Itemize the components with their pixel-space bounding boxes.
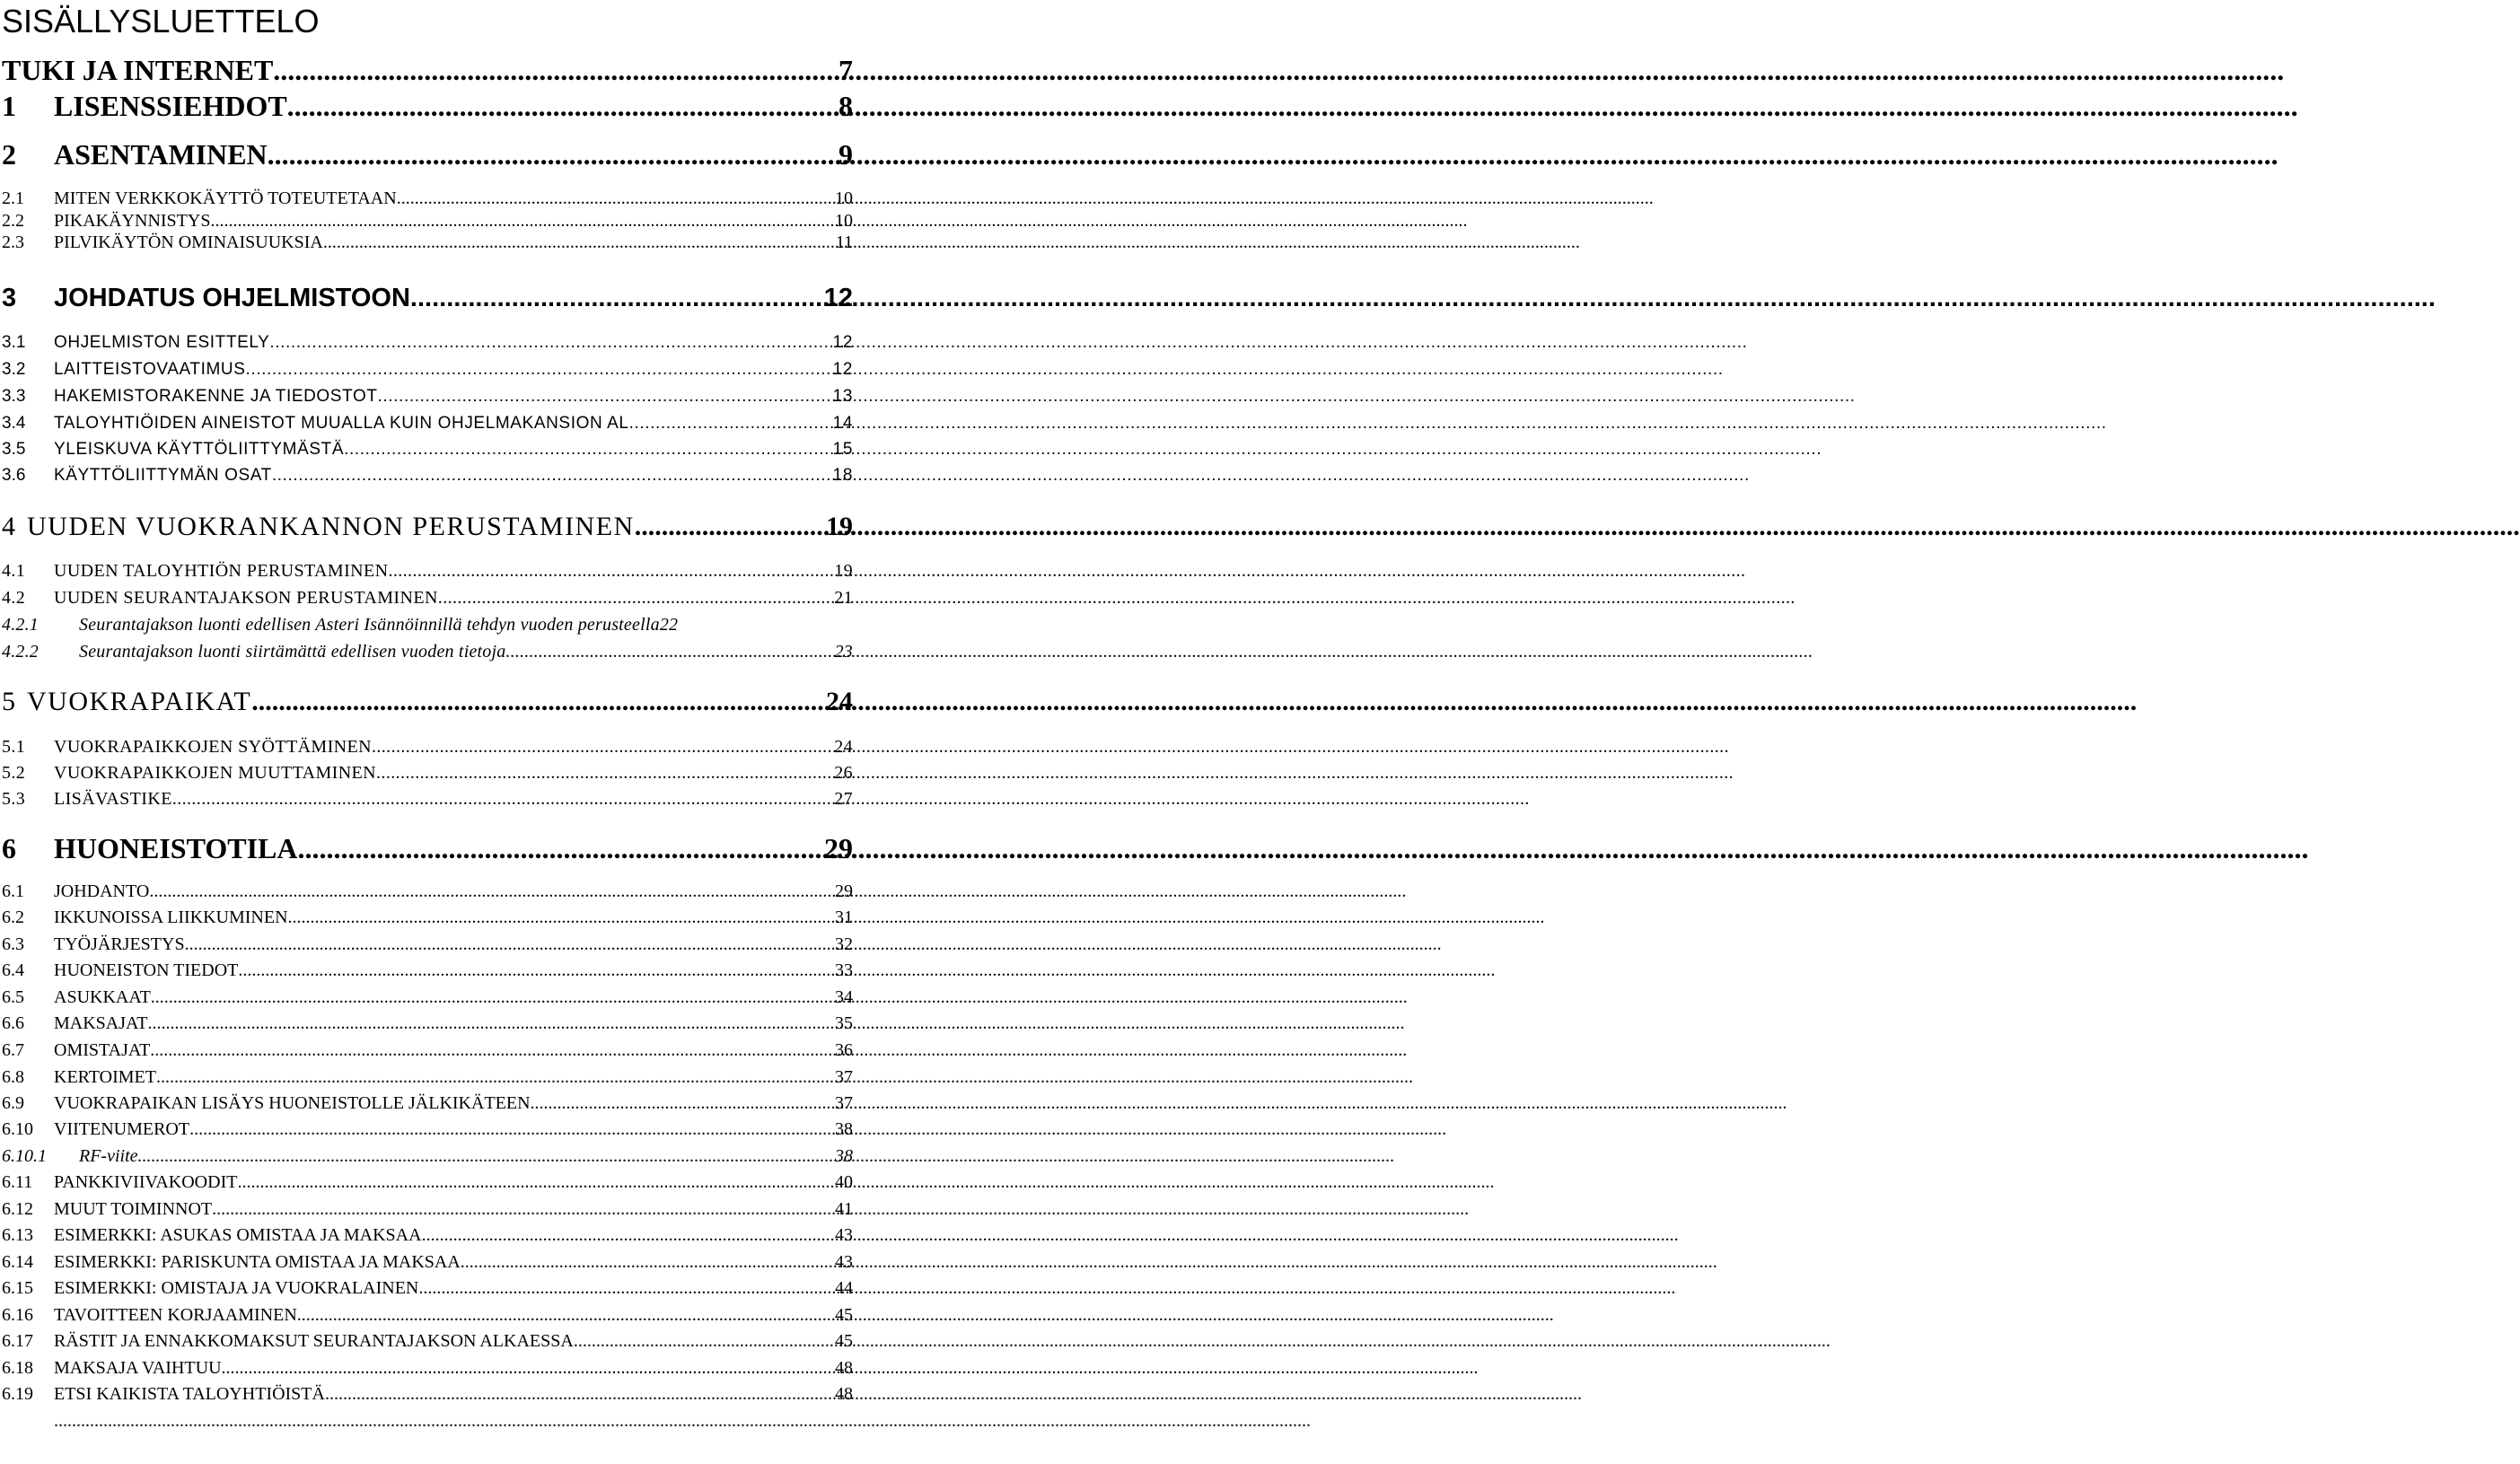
toc-label: UUDEN VUOKRANKANNON PERUSTAMINEN — [27, 512, 635, 541]
toc-label: TALOYHTIÖIDEN AINEISTOT MUUALLA KUIN OHJELMAKANSION AL — [54, 414, 629, 433]
toc-leader — [210, 210, 835, 232]
toc-number: 6.11 — [2, 1172, 33, 1192]
toc-entry[interactable] — [2, 386, 853, 408]
toc-number: 6.5 — [2, 987, 24, 1007]
toc-entry[interactable] — [2, 210, 853, 232]
toc-page-number: 45 — [835, 1331, 853, 1351]
toc-page-number: 37 — [835, 1067, 853, 1087]
toc-number: 2.2 — [2, 211, 24, 231]
toc-number: 2 — [2, 138, 16, 171]
page-title: SISÄLLYSLUETTELO — [2, 3, 320, 39]
toc-page-number: 43 — [835, 1252, 853, 1272]
toc-entry[interactable] — [2, 465, 853, 487]
toc-entry[interactable] — [2, 1410, 853, 1432]
toc-label: MITEN VERKKOKÄYTTÖ TOTEUTETAAN — [54, 188, 397, 208]
toc-label: PILVIKÄYTÖN OMINAISUUKSIA — [54, 232, 323, 252]
toc-leader — [268, 136, 839, 172]
toc-label: JOHDATUS OHJELMISTOON — [54, 284, 410, 312]
toc-number: 6.8 — [2, 1067, 24, 1087]
toc-entry[interactable] — [2, 1198, 853, 1220]
toc-entry[interactable] — [2, 587, 853, 609]
toc-entry[interactable] — [2, 907, 853, 928]
toc-entry[interactable] — [2, 1277, 853, 1299]
toc-number: 3.3 — [2, 387, 26, 406]
toc-leader — [246, 359, 833, 381]
toc-number: 6.10.1 — [2, 1146, 47, 1166]
toc-number: 4.2.1 — [2, 615, 39, 635]
toc-leader — [151, 986, 835, 1008]
toc-label: TUKI JA INTERNET — [2, 54, 274, 86]
toc-label: YLEISKUVA KÄYTTÖLIITTYMÄSTÄ — [54, 440, 345, 459]
toc-leader — [635, 509, 826, 545]
toc-number: 6.4 — [2, 960, 24, 980]
toc-entry[interactable] — [2, 560, 853, 582]
toc-label: ESIMERKKI: ASUKAS OMISTAA JA MAKSAA — [54, 1225, 422, 1245]
toc-page-number: 31 — [835, 907, 853, 927]
toc-page-number: 12 — [832, 360, 853, 379]
toc-number: 1 — [2, 90, 16, 122]
toc-entry[interactable] — [2, 614, 853, 636]
toc-page-number: 27 — [834, 789, 853, 809]
toc-leader — [505, 641, 834, 662]
toc-page-number: 7 — [839, 54, 853, 86]
toc-entry[interactable] — [2, 1066, 853, 1088]
toc-entry[interactable] — [2, 1304, 853, 1326]
toc-leader — [344, 439, 833, 460]
toc-label: LAITTEISTOVAATIMUS — [54, 360, 246, 379]
toc-number: 3 — [2, 284, 17, 312]
toc-leader — [273, 52, 839, 88]
toc-leader — [287, 88, 839, 124]
toc-number: 6.19 — [2, 1384, 33, 1404]
toc-page-number: 24 — [834, 737, 853, 757]
toc-label: TYÖJÄRJESTYS — [54, 934, 185, 954]
toc-number: 5.2 — [2, 763, 26, 783]
toc-label: OMISTAJAT — [54, 1040, 151, 1060]
toc-number: 3.6 — [2, 466, 26, 485]
toc-page-number: 48 — [835, 1358, 853, 1378]
toc-label: MAKSAJAT — [54, 1013, 148, 1033]
toc-leader — [422, 1224, 835, 1246]
toc-label: VUOKRAPAIKAN LISÄYS HUONEISTOLLE JÄLKIKÄTEEN — [54, 1093, 531, 1113]
toc-number: 4.1 — [2, 561, 26, 581]
toc-leader — [251, 684, 826, 720]
toc-label: TAVOITTEEN KORJAAMINEN — [54, 1305, 297, 1325]
toc-page-number: 21 — [834, 588, 853, 608]
toc-label: KERTOIMET — [54, 1067, 156, 1087]
toc-label: HUONEISTON TIEDOT — [54, 960, 239, 980]
toc-label: LISENSSIEHDOT — [54, 90, 287, 122]
toc-number: 6.12 — [2, 1199, 33, 1219]
toc-label: OHJELMISTON ESITTELY — [54, 333, 270, 352]
toc-leader — [531, 1092, 835, 1114]
toc-label: MUUT TOIMINNOT — [54, 1199, 213, 1219]
toc-entry[interactable] — [2, 509, 853, 545]
toc-page-number: 15 — [832, 440, 853, 459]
toc-entry[interactable] — [2, 934, 853, 955]
toc-page-number: 11 — [835, 232, 853, 252]
toc-leader — [438, 587, 834, 609]
toc-number: 3.2 — [2, 360, 26, 379]
toc-page-number: 13 — [832, 387, 853, 406]
toc-entry[interactable] — [2, 359, 853, 381]
toc-entry[interactable] — [2, 136, 853, 172]
toc-page-number: 22 — [659, 615, 679, 635]
toc-leader — [212, 1198, 835, 1220]
toc-number: 4.2 — [2, 588, 26, 608]
toc-page-number: 45 — [835, 1305, 853, 1325]
toc-number: 2.1 — [2, 188, 24, 208]
toc-page-number: 41 — [835, 1199, 853, 1219]
toc-label: VUOKRAPAIKKOJEN MUUTTAMINEN — [54, 763, 377, 783]
toc-page-number: 9 — [839, 138, 853, 171]
toc-page-number: 36 — [835, 1040, 853, 1060]
toc-leader — [138, 1145, 835, 1167]
toc-label: ASENTAMINEN — [54, 138, 268, 171]
toc-leader — [147, 1013, 835, 1034]
toc-leader — [376, 762, 834, 784]
toc-number: 6.18 — [2, 1358, 33, 1378]
toc-entry[interactable] — [2, 830, 853, 866]
toc-entry[interactable] — [2, 1383, 853, 1405]
toc-label: JOHDANTO — [54, 881, 150, 901]
toc-entry[interactable] — [2, 1013, 853, 1034]
toc-label: RÄSTIT JA ENNAKKOMAKSUT SEURANTAJAKSON ALKAESSA — [54, 1331, 574, 1351]
toc-leader — [269, 332, 832, 354]
toc-label: ETSI KAIKISTA TALOYHTIÖISTÄ — [54, 1384, 325, 1404]
toc-leader — [156, 1066, 835, 1088]
toc-leader — [238, 960, 835, 981]
toc-entry[interactable] — [2, 232, 853, 253]
toc-entry[interactable] — [2, 736, 853, 758]
toc-leader — [418, 1277, 835, 1299]
toc-number: 6.3 — [2, 934, 24, 954]
toc-entry[interactable] — [2, 413, 853, 434]
toc-label: VIITENUMEROT — [54, 1119, 190, 1139]
toc-page-number: 34 — [835, 987, 853, 1007]
toc-entry[interactable] — [2, 1171, 853, 1193]
toc-page-number: 38 — [835, 1119, 853, 1139]
toc-number: 5.3 — [2, 789, 26, 809]
toc-label: RF-viite — [79, 1146, 138, 1166]
toc-leader — [237, 1171, 835, 1193]
toc-leader — [297, 1304, 835, 1326]
toc-page — [0, 0, 862, 1464]
toc-label: KÄYTTÖLIITTYMÄN OSAT — [54, 466, 272, 485]
toc-entry[interactable] — [2, 641, 853, 662]
toc-label: MAKSAJA VAIHTUU — [54, 1358, 222, 1378]
toc-label: Seurantajakson luonti edellisen Asteri Isännöinnillä tehdyn vuoden perusteella — [79, 615, 660, 635]
toc-leader — [150, 1039, 835, 1061]
toc-page-number: 29 — [824, 832, 853, 864]
toc-number: 6.13 — [2, 1225, 33, 1245]
toc-entry[interactable] — [2, 52, 853, 88]
toc-page-number: 10 — [835, 211, 853, 231]
toc-entry[interactable] — [2, 986, 853, 1008]
toc-number: 6.1 — [2, 881, 24, 901]
toc-number: 3.1 — [2, 333, 26, 352]
toc-number: 6.14 — [2, 1252, 33, 1272]
toc-entry[interactable] — [2, 788, 853, 810]
toc-label: ASUKKAAT — [54, 987, 151, 1007]
toc-leader — [185, 934, 835, 955]
toc-entry[interactable] — [2, 1251, 853, 1273]
toc-number: 6 — [2, 832, 16, 864]
toc-label: VUOKRAPAIKKOJEN SYÖTTÄMINEN — [54, 737, 372, 757]
toc-entry[interactable] — [2, 960, 853, 981]
toc-leader — [323, 232, 836, 253]
toc-page-number: 24 — [826, 687, 853, 716]
toc-leader — [629, 413, 833, 434]
toc-page-number: 10 — [835, 188, 853, 208]
toc-leader — [410, 280, 824, 316]
toc-leader — [222, 1357, 835, 1379]
toc-entry[interactable] — [2, 280, 853, 316]
toc-leader — [54, 1410, 853, 1432]
toc-entry[interactable] — [2, 1039, 853, 1061]
toc-leader — [388, 560, 834, 582]
toc-label: UUDEN TALOYHTIÖN PERUSTAMINEN — [54, 561, 389, 581]
toc-number: 4 — [2, 512, 17, 541]
toc-number: 6.17 — [2, 1331, 33, 1351]
toc-label: LISÄVASTIKE — [54, 789, 172, 809]
toc-label: HAKEMISTORAKENNE JA TIEDOSTOT — [54, 387, 378, 406]
toc-entry[interactable] — [2, 1330, 853, 1352]
toc-leader — [574, 1330, 835, 1352]
toc-page-number: 40 — [835, 1172, 853, 1192]
toc-entry[interactable] — [2, 188, 853, 209]
toc-number: 6.9 — [2, 1093, 24, 1113]
toc-page-number: 23 — [834, 642, 853, 662]
toc-leader — [272, 465, 833, 487]
toc-label: PANKKIVIIVAKOODIT — [54, 1172, 238, 1192]
toc-leader — [378, 386, 833, 408]
toc-number: 6.15 — [2, 1278, 33, 1298]
toc-number: 6.16 — [2, 1305, 33, 1325]
toc-number: 3.4 — [2, 414, 26, 433]
toc-page-number: 29 — [835, 881, 853, 901]
toc-leader — [372, 736, 834, 758]
toc-label: HUONEISTOTILA — [54, 832, 298, 864]
toc-number: 5 — [2, 687, 17, 716]
toc-leader — [149, 881, 835, 902]
toc-page-number: 8 — [839, 90, 853, 122]
toc-number: 4.2.2 — [2, 642, 39, 662]
toc-number: 5.1 — [2, 737, 26, 757]
toc-label: VUOKRAPAIKAT — [27, 687, 252, 716]
toc-number: 3.5 — [2, 440, 26, 459]
toc-number: 6.2 — [2, 907, 24, 927]
toc-leader — [325, 1383, 835, 1405]
toc-page-number: 35 — [835, 1013, 853, 1033]
toc-leader — [288, 907, 835, 928]
toc-leader — [172, 788, 834, 810]
toc-page-number: 26 — [834, 763, 853, 783]
toc-label: ESIMERKKI: OMISTAJA JA VUOKRALAINEN — [54, 1278, 419, 1298]
toc-entry[interactable] — [2, 684, 853, 720]
toc-page-number: 12 — [823, 284, 853, 312]
toc-page-number: 37 — [835, 1093, 853, 1113]
toc-entry[interactable] — [2, 1092, 853, 1114]
toc-page-number: 32 — [835, 934, 853, 954]
toc-number: 6.6 — [2, 1013, 24, 1033]
toc-label: PIKAKÄYNNISTYS — [54, 211, 211, 231]
toc-page-number: 38 — [835, 1146, 853, 1166]
toc-label: IKKUNOISSA LIIKKUMINEN — [54, 907, 288, 927]
toc-label: UUDEN SEURANTAJAKSON PERUSTAMINEN — [54, 588, 438, 608]
toc-entry[interactable] — [2, 1145, 853, 1167]
toc-entry[interactable] — [2, 1118, 853, 1140]
toc-label: ESIMERKKI: PARISKUNTA OMISTAA JA MAKSAA — [54, 1252, 461, 1272]
toc-entry[interactable] — [2, 88, 853, 124]
toc-entry[interactable] — [2, 762, 853, 784]
toc-entry[interactable] — [2, 332, 853, 354]
toc-leader — [298, 830, 825, 866]
toc-entry[interactable] — [2, 1357, 853, 1379]
toc-entry[interactable] — [2, 881, 853, 902]
toc-number: 2.3 — [2, 232, 24, 252]
toc-page-number: 14 — [832, 414, 853, 433]
toc-page-number: 44 — [835, 1278, 853, 1298]
toc-page-number: 19 — [826, 512, 853, 541]
toc-leader — [397, 188, 835, 209]
toc-entry[interactable] — [2, 439, 853, 460]
toc-leader — [189, 1118, 835, 1140]
toc-number: 6.7 — [2, 1040, 24, 1060]
toc-page-number: 33 — [835, 960, 853, 980]
toc-entry[interactable] — [2, 1224, 853, 1246]
toc-leader — [461, 1251, 835, 1273]
toc-page-number: 43 — [835, 1225, 853, 1245]
toc-label: Seurantajakson luonti siirtämättä edellisen vuoden tietoja — [79, 642, 506, 662]
toc-page-number: 19 — [834, 561, 853, 581]
toc-page-number: 48 — [835, 1384, 853, 1404]
toc-number: 6.10 — [2, 1119, 33, 1139]
toc-page-number: 18 — [832, 466, 853, 485]
toc-page-number: 12 — [832, 333, 853, 352]
